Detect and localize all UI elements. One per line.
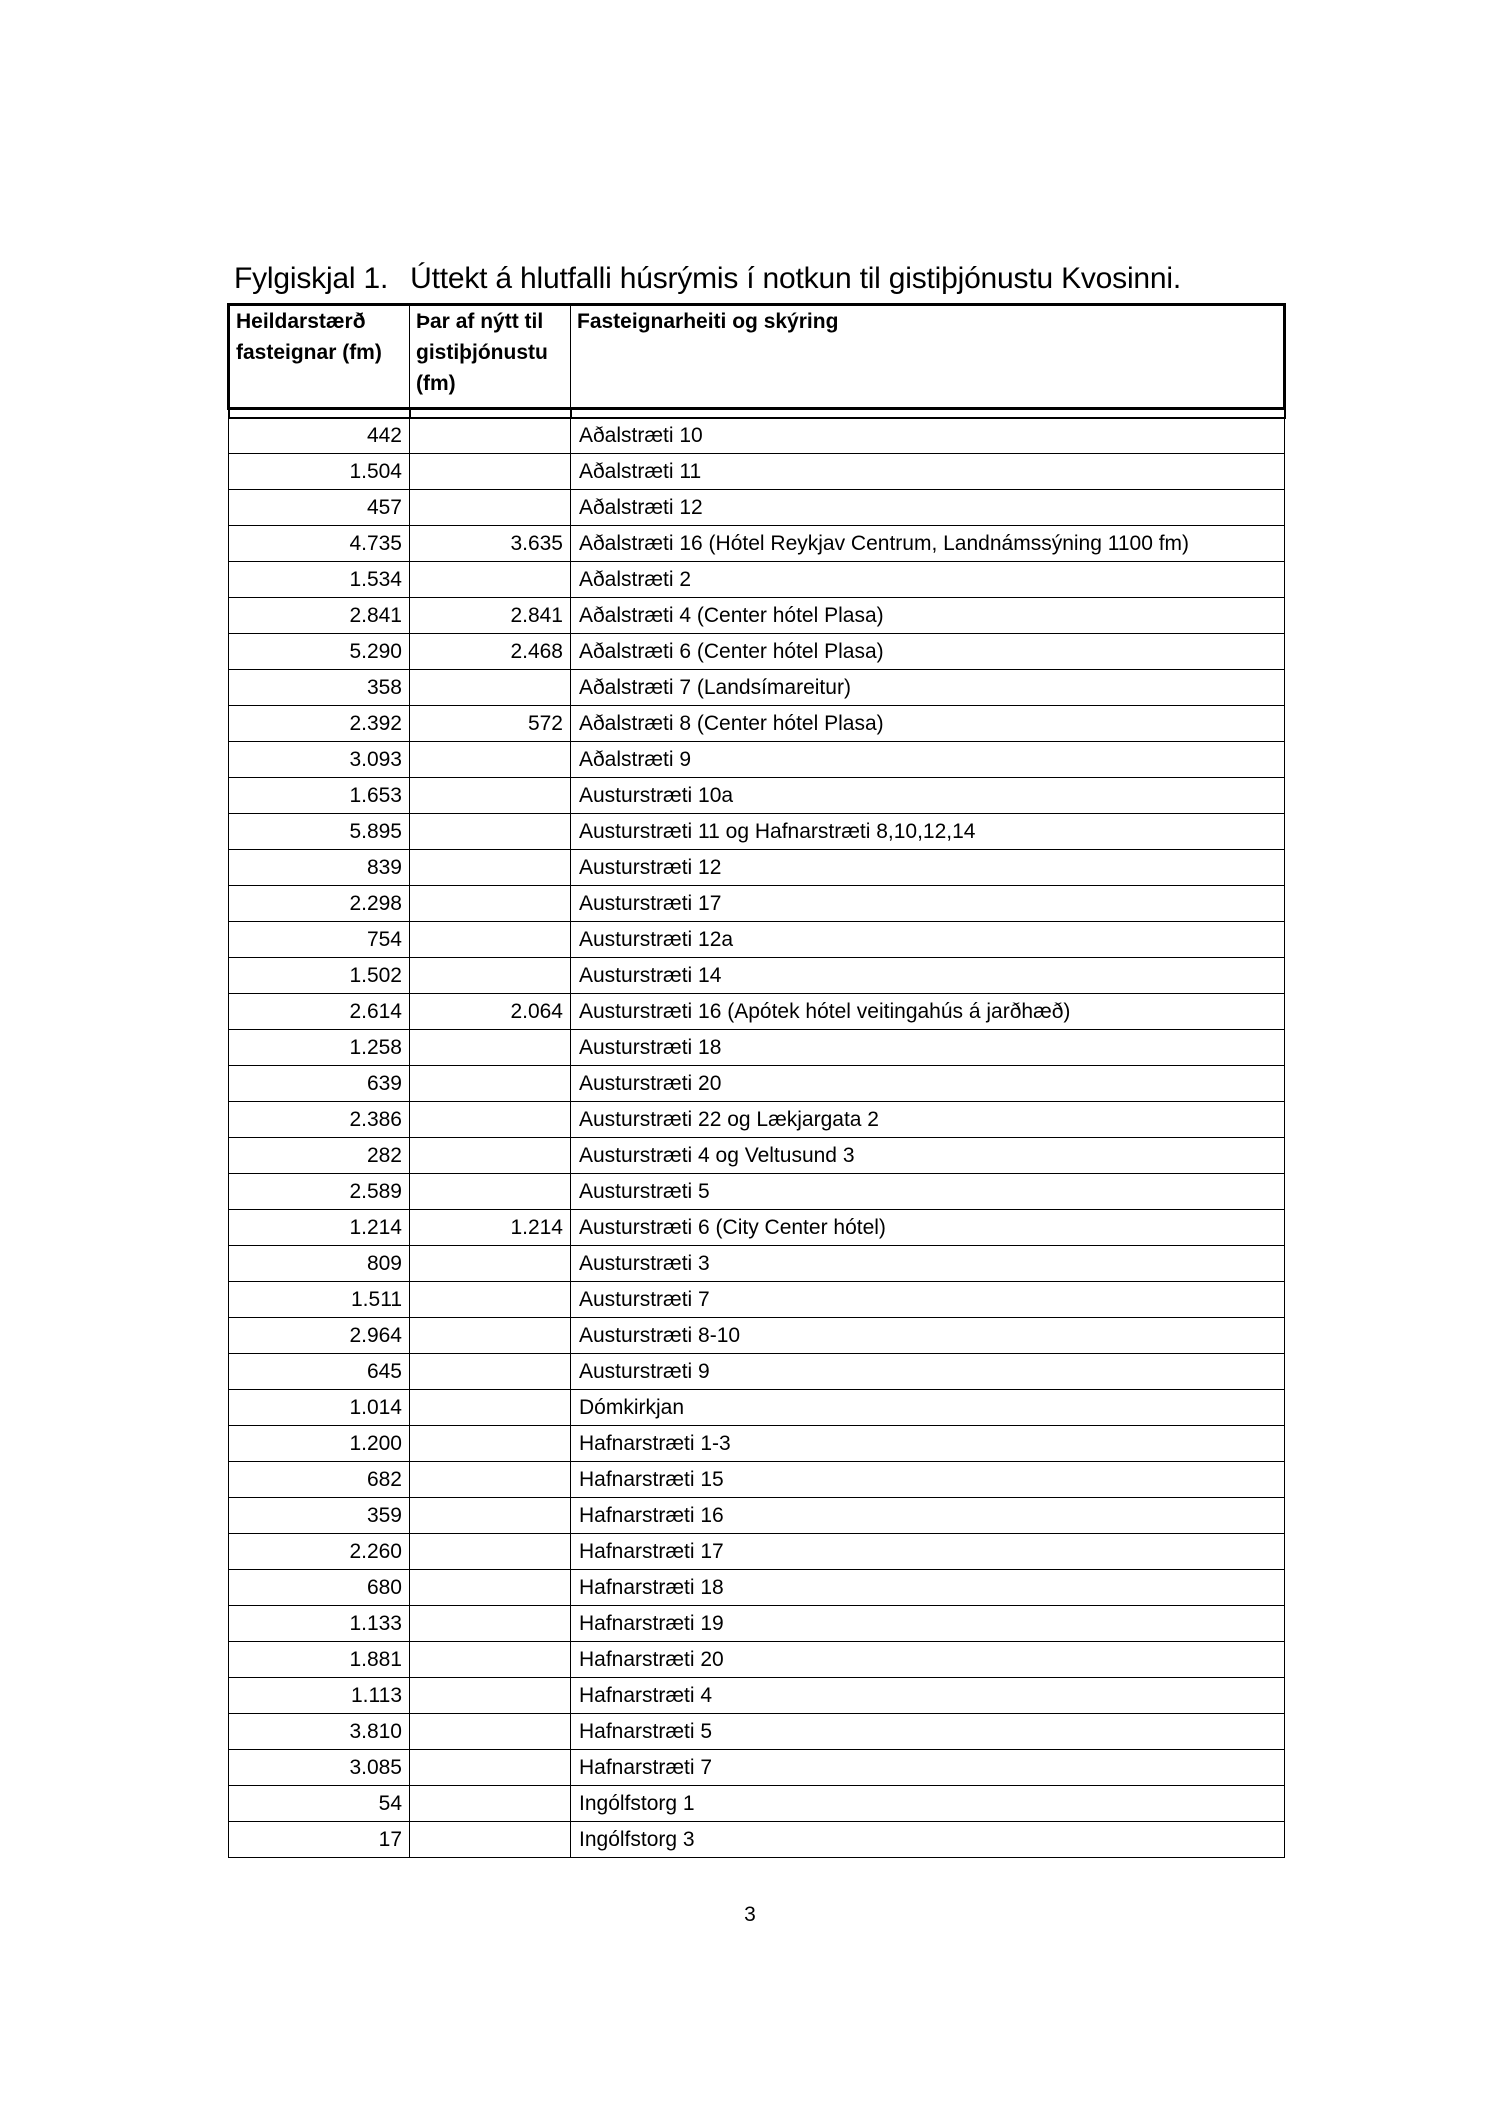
cell-property-name: Austurstræti 14 (571, 958, 1285, 994)
cell-property-name: Austurstræti 9 (571, 1354, 1285, 1390)
cell-lodging-size (410, 1102, 571, 1138)
cell-lodging-size (410, 1282, 571, 1318)
cell-total-size: 358 (229, 670, 410, 706)
table-row (229, 1750, 1285, 1786)
header-total-size: Heildarstærð fasteignar (fm) (229, 305, 410, 409)
table-row (229, 1030, 1285, 1066)
cell-property-name: Hafnarstræti 18 (571, 1570, 1285, 1606)
cell-property-name: Aðalstræti 10 (571, 418, 1285, 454)
cell-lodging-size: 3.635 (410, 526, 571, 562)
cell-total-size: 682 (229, 1462, 410, 1498)
cell-lodging-size (410, 1822, 571, 1858)
cell-property-name: Aðalstræti 8 (Center hótel Plasa) (571, 706, 1285, 742)
cell-total-size: 2.589 (229, 1174, 410, 1210)
cell-lodging-size (410, 1714, 571, 1750)
property-table (227, 303, 1286, 1858)
table-row (229, 958, 1285, 994)
table-header-row (229, 305, 1285, 409)
cell-lodging-size (410, 1606, 571, 1642)
cell-property-name: Austurstræti 12a (571, 922, 1285, 958)
table-row (229, 418, 1285, 454)
cell-lodging-size (410, 778, 571, 814)
cell-property-name: Hafnarstræti 7 (571, 1750, 1285, 1786)
cell-lodging-size (410, 1462, 571, 1498)
cell-total-size: 2.386 (229, 1102, 410, 1138)
cell-property-name: Hafnarstræti 15 (571, 1462, 1285, 1498)
cell-property-name: Austurstræti 16 (Apótek hótel veitingahús á jarðhæð) (571, 994, 1285, 1030)
cell-property-name: Aðalstræti 2 (571, 562, 1285, 598)
table-row (229, 1786, 1285, 1822)
cell-lodging-size: 2.468 (410, 634, 571, 670)
cell-lodging-size (410, 562, 571, 598)
cell-total-size: 680 (229, 1570, 410, 1606)
cell-lodging-size: 572 (410, 706, 571, 742)
cell-total-size: 1.881 (229, 1642, 410, 1678)
table-row (229, 814, 1285, 850)
cell-total-size: 1.511 (229, 1282, 410, 1318)
table-row (229, 1570, 1285, 1606)
table-row (229, 1606, 1285, 1642)
cell-total-size: 5.895 (229, 814, 410, 850)
cell-lodging-size (410, 1498, 571, 1534)
table-row (229, 1714, 1285, 1750)
cell-property-name: Hafnarstræti 19 (571, 1606, 1285, 1642)
cell-property-name: Austurstræti 22 og Lækjargata 2 (571, 1102, 1285, 1138)
cell-property-name: Austurstræti 8-10 (571, 1318, 1285, 1354)
cell-lodging-size (410, 490, 571, 526)
cell-lodging-size (410, 922, 571, 958)
cell-property-name: Hafnarstræti 1-3 (571, 1426, 1285, 1462)
header-spacer (229, 409, 1285, 418)
cell-property-name: Aðalstræti 9 (571, 742, 1285, 778)
cell-property-name: Ingólfstorg 3 (571, 1822, 1285, 1858)
header-property-name: Fasteignarheiti og skýring (571, 305, 1285, 409)
cell-lodging-size (410, 418, 571, 454)
cell-total-size: 282 (229, 1138, 410, 1174)
cell-property-name: Aðalstræti 4 (Center hótel Plasa) (571, 598, 1285, 634)
cell-property-name: Dómkirkjan (571, 1390, 1285, 1426)
cell-property-name: Hafnarstræti 5 (571, 1714, 1285, 1750)
table-row (229, 742, 1285, 778)
cell-lodging-size (410, 886, 571, 922)
table-row (229, 1678, 1285, 1714)
table-row (229, 1426, 1285, 1462)
cell-lodging-size (410, 1750, 571, 1786)
appendix-label: Fylgiskjal 1. (234, 262, 389, 295)
table-row (229, 1246, 1285, 1282)
cell-property-name: Aðalstræti 6 (Center hótel Plasa) (571, 634, 1285, 670)
table-row (229, 598, 1285, 634)
table-row (229, 1354, 1285, 1390)
cell-property-name: Austurstræti 3 (571, 1246, 1285, 1282)
cell-total-size: 2.614 (229, 994, 410, 1030)
table-row (229, 1066, 1285, 1102)
cell-lodging-size (410, 1534, 571, 1570)
cell-total-size: 2.298 (229, 886, 410, 922)
cell-total-size: 645 (229, 1354, 410, 1390)
cell-lodging-size: 2.064 (410, 994, 571, 1030)
cell-total-size: 3.093 (229, 742, 410, 778)
cell-total-size: 54 (229, 1786, 410, 1822)
cell-property-name: Aðalstræti 16 (Hótel Reykjav Centrum, Landnámssýning 1100 fm) (571, 526, 1285, 562)
cell-total-size: 359 (229, 1498, 410, 1534)
cell-total-size: 1.534 (229, 562, 410, 598)
cell-total-size: 2.841 (229, 598, 410, 634)
cell-total-size: 639 (229, 1066, 410, 1102)
table-row (229, 1534, 1285, 1570)
cell-lodging-size (410, 1246, 571, 1282)
table-row (229, 1462, 1285, 1498)
page-number: 3 (744, 1903, 756, 1926)
cell-lodging-size (410, 850, 571, 886)
table-row (229, 706, 1285, 742)
table-row (229, 1390, 1285, 1426)
table-row (229, 886, 1285, 922)
cell-total-size: 1.653 (229, 778, 410, 814)
cell-total-size: 2.260 (229, 1534, 410, 1570)
cell-total-size: 5.290 (229, 634, 410, 670)
cell-property-name: Austurstræti 6 (City Center hótel) (571, 1210, 1285, 1246)
cell-total-size: 754 (229, 922, 410, 958)
table-row (229, 778, 1285, 814)
cell-lodging-size (410, 1390, 571, 1426)
cell-total-size: 839 (229, 850, 410, 886)
cell-lodging-size (410, 1570, 571, 1606)
cell-property-name: Austurstræti 5 (571, 1174, 1285, 1210)
cell-lodging-size (410, 1678, 571, 1714)
cell-property-name: Austurstræti 11 og Hafnarstræti 8,10,12,14 (571, 814, 1285, 850)
cell-property-name: Aðalstræti 12 (571, 490, 1285, 526)
cell-total-size: 1.504 (229, 454, 410, 490)
cell-total-size: 3.085 (229, 1750, 410, 1786)
cell-property-name: Austurstræti 7 (571, 1282, 1285, 1318)
cell-total-size: 4.735 (229, 526, 410, 562)
table-row (229, 1138, 1285, 1174)
cell-total-size: 2.392 (229, 706, 410, 742)
cell-total-size: 809 (229, 1246, 410, 1282)
table-row (229, 994, 1285, 1030)
cell-lodging-size (410, 670, 571, 706)
table-row (229, 850, 1285, 886)
table-row (229, 454, 1285, 490)
cell-property-name: Austurstræti 10a (571, 778, 1285, 814)
cell-property-name: Aðalstræti 11 (571, 454, 1285, 490)
header-lodging-size: Þar af nýtt til gistiþjónustu (fm) (410, 305, 571, 409)
cell-total-size: 1.014 (229, 1390, 410, 1426)
cell-property-name: Hafnarstræti 16 (571, 1498, 1285, 1534)
cell-total-size: 1.200 (229, 1426, 410, 1462)
cell-total-size: 1.258 (229, 1030, 410, 1066)
cell-lodging-size (410, 1642, 571, 1678)
cell-total-size: 1.133 (229, 1606, 410, 1642)
table-row (229, 526, 1285, 562)
table-row (229, 1210, 1285, 1246)
document-title (234, 262, 1314, 296)
cell-lodging-size (410, 742, 571, 778)
cell-property-name: Austurstræti 17 (571, 886, 1285, 922)
table-row (229, 670, 1285, 706)
table-row (229, 1282, 1285, 1318)
table-row (229, 1498, 1285, 1534)
cell-property-name: Hafnarstræti 17 (571, 1534, 1285, 1570)
cell-total-size: 3.810 (229, 1714, 410, 1750)
cell-lodging-size (410, 1030, 571, 1066)
cell-lodging-size (410, 1786, 571, 1822)
title-text: Úttekt á hlutfalli húsrýmis í notkun til gistiþjónustu Kvosinni. (410, 262, 1182, 295)
cell-lodging-size: 2.841 (410, 598, 571, 634)
cell-lodging-size (410, 1426, 571, 1462)
cell-lodging-size (410, 1174, 571, 1210)
table-row (229, 1174, 1285, 1210)
cell-total-size: 442 (229, 418, 410, 454)
table-row (229, 562, 1285, 598)
cell-property-name: Aðalstræti 7 (Landsímareitur) (571, 670, 1285, 706)
cell-lodging-size (410, 814, 571, 850)
cell-property-name: Austurstræti 12 (571, 850, 1285, 886)
cell-property-name: Hafnarstræti 4 (571, 1678, 1285, 1714)
cell-lodging-size (410, 454, 571, 490)
cell-property-name: Hafnarstræti 20 (571, 1642, 1285, 1678)
cell-property-name: Austurstræti 4 og Veltusund 3 (571, 1138, 1285, 1174)
cell-lodging-size (410, 1138, 571, 1174)
cell-property-name: Austurstræti 20 (571, 1066, 1285, 1102)
table-body (229, 409, 1285, 1858)
cell-property-name: Ingólfstorg 1 (571, 1786, 1285, 1822)
cell-total-size: 1.214 (229, 1210, 410, 1246)
cell-lodging-size (410, 1318, 571, 1354)
table-row (229, 1642, 1285, 1678)
cell-lodging-size (410, 1066, 571, 1102)
cell-total-size: 17 (229, 1822, 410, 1858)
cell-property-name: Austurstræti 18 (571, 1030, 1285, 1066)
cell-total-size: 1.502 (229, 958, 410, 994)
cell-lodging-size: 1.214 (410, 1210, 571, 1246)
cell-total-size: 2.964 (229, 1318, 410, 1354)
table-row (229, 922, 1285, 958)
table-row (229, 1318, 1285, 1354)
cell-lodging-size (410, 958, 571, 994)
table-row (229, 1102, 1285, 1138)
cell-total-size: 1.113 (229, 1678, 410, 1714)
cell-lodging-size (410, 1354, 571, 1390)
table-row (229, 490, 1285, 526)
cell-total-size: 457 (229, 490, 410, 526)
table-row (229, 634, 1285, 670)
table-row (229, 1822, 1285, 1858)
